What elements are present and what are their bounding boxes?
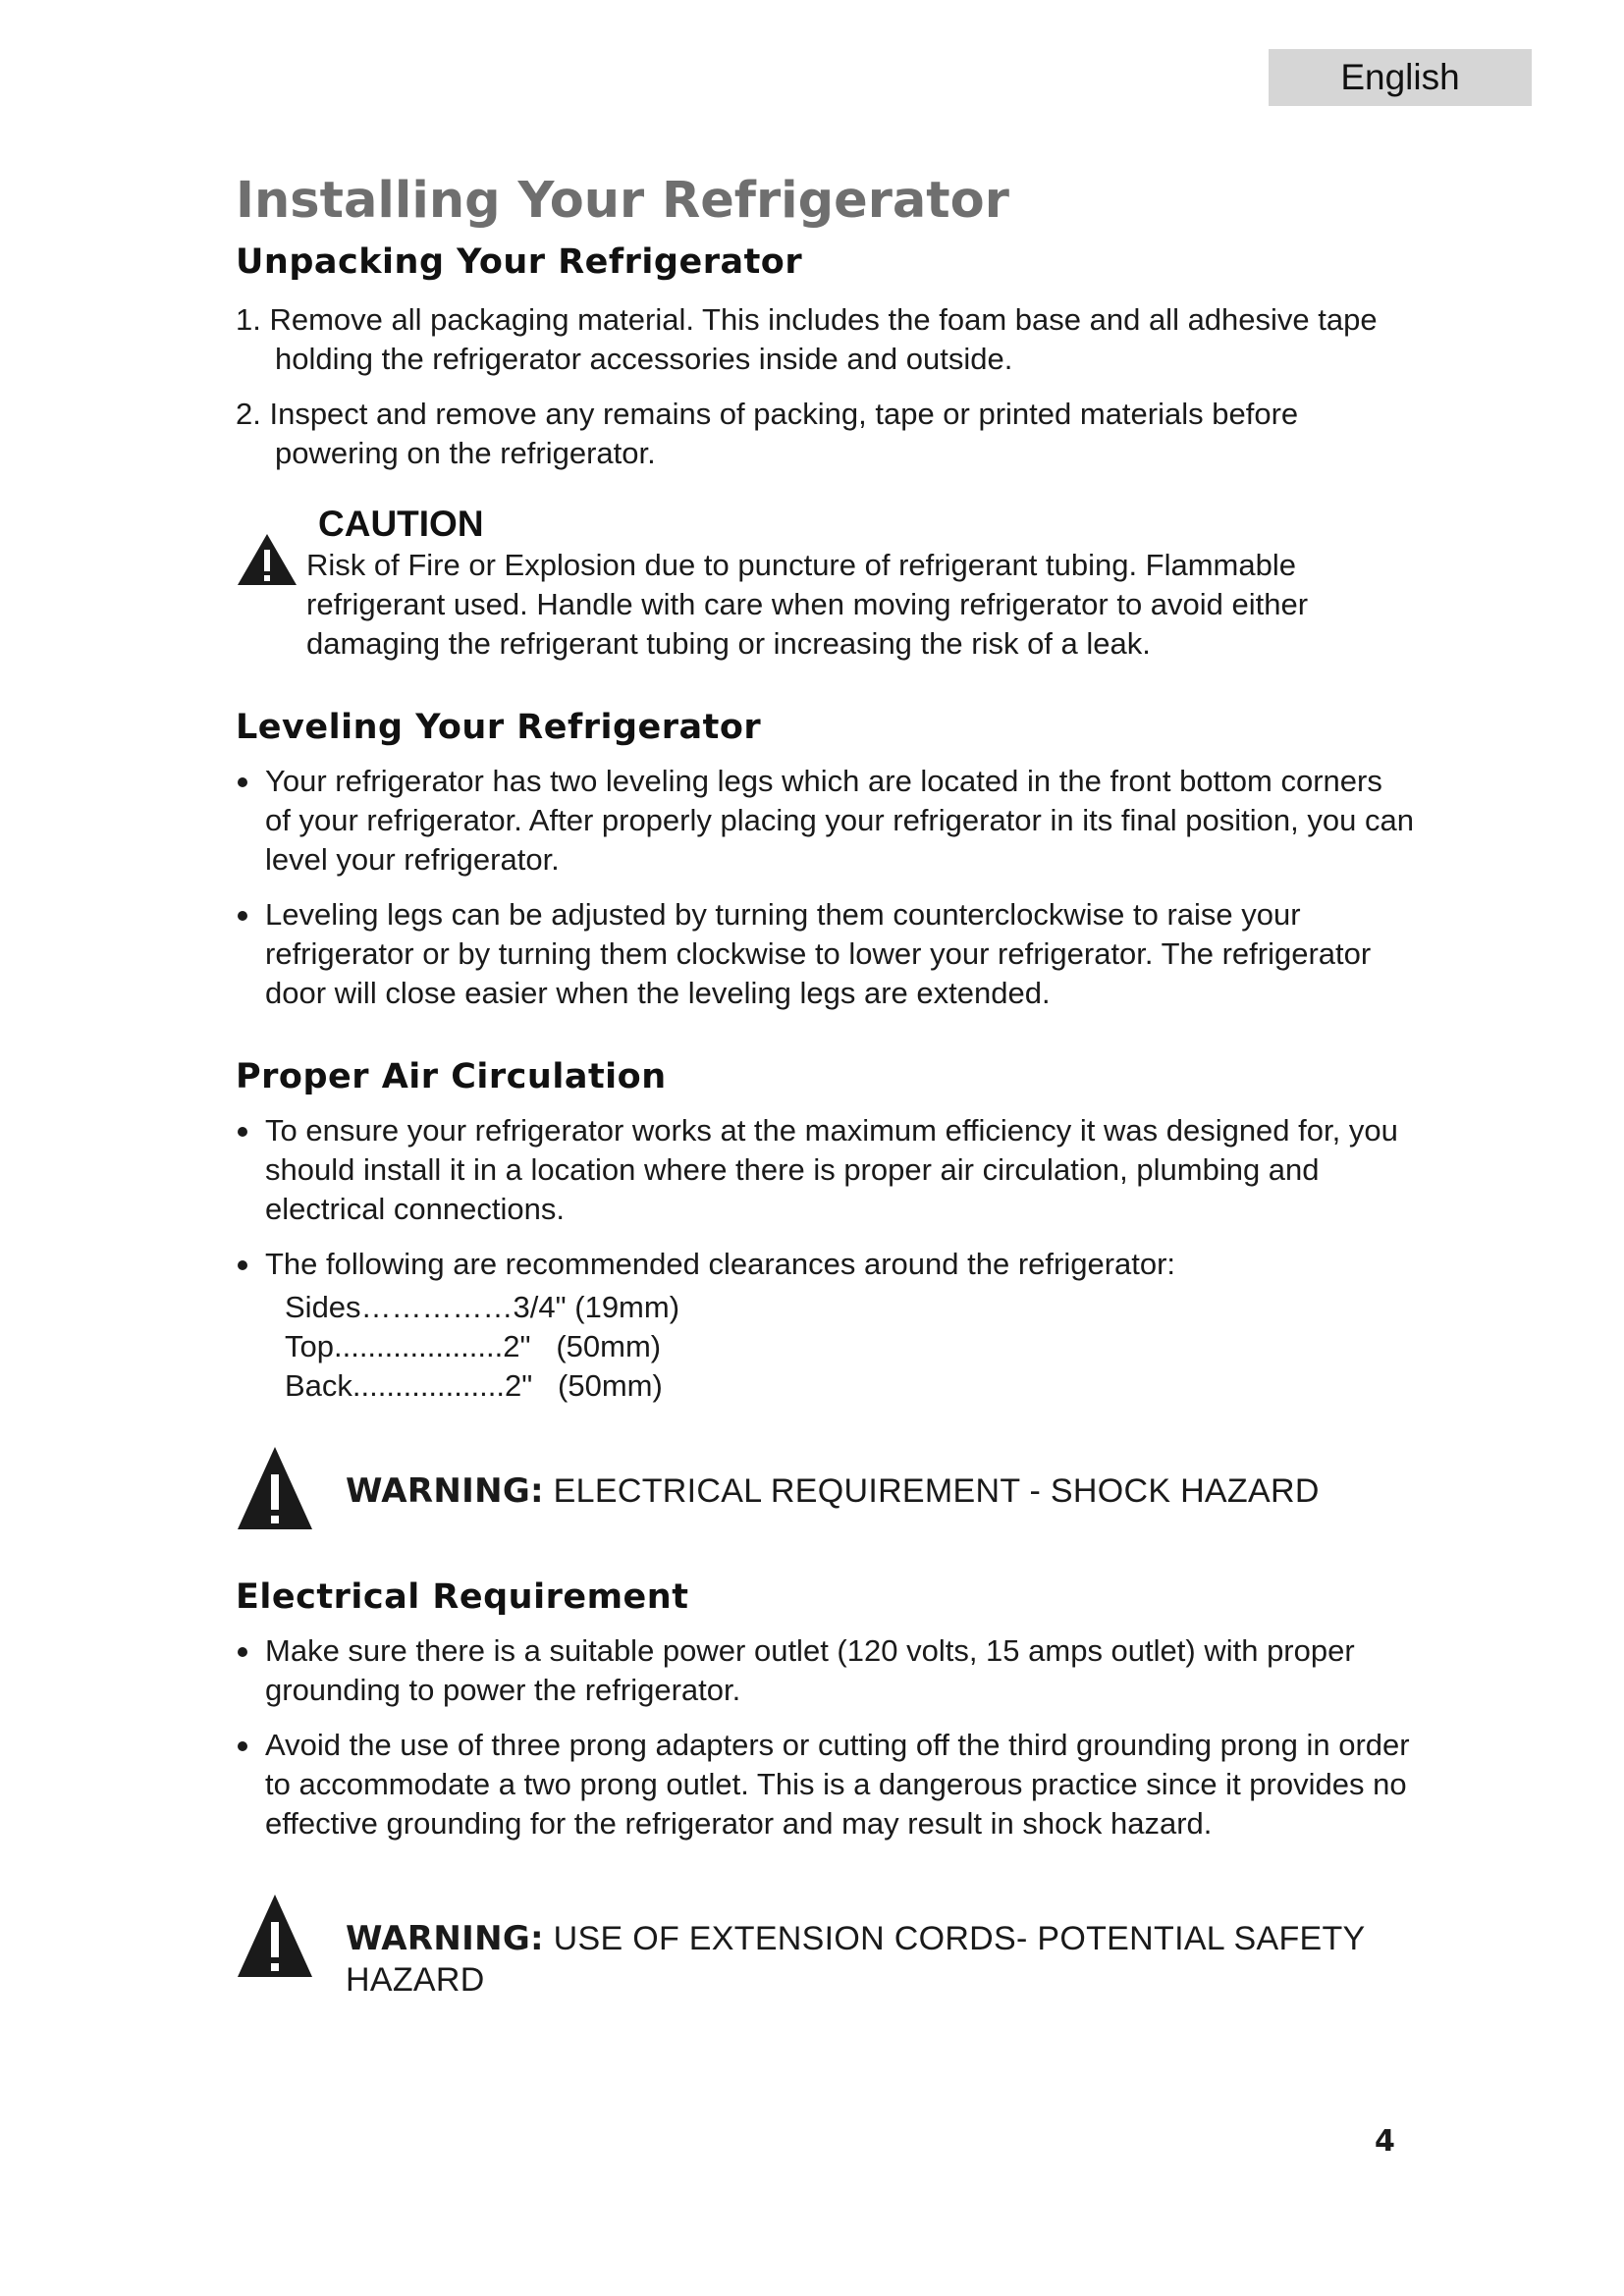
caution-box	[236, 503, 1414, 664]
warning-label: WARNING:	[346, 1471, 544, 1511]
warning-triangle-icon	[236, 1445, 314, 1531]
list-item: Your refrigerator has two leveling legs which are located in the front bottom corners of your refrigerator. After properly placing your refrigerator in its final position, you can level your refrigerator.	[236, 762, 1414, 880]
clearance-top: Top....................2" (50mm)	[285, 1329, 662, 1363]
warning-label: WARNING:	[346, 1919, 544, 1958]
list-item: 1. Remove all packaging material. This includes the foam base and all adhesive tape holding the refrigerator accessories inside and outside.	[236, 302, 1378, 376]
clearance-back: Back..................2" (50mm)	[285, 1368, 663, 1403]
leveling-heading: Leveling Your Refrigerator	[236, 708, 762, 747]
list-item: Leveling legs can be adjusted by turning them counterclockwise to raise your refrigerator or by turning them clockwise to lower your refrigerator. The refrigerator door will close easier when the leveling legs are extended.	[236, 895, 1414, 1013]
page-title: Installing Your Refrigerator	[236, 172, 1009, 230]
warning-triangle-icon	[236, 532, 298, 587]
list-item: Make sure there is a suitable power outlet (120 volts, 15 amps outlet) with proper grounding to power the refrigerator.	[236, 1631, 1414, 1710]
list-item: The following are recommended clearances around the refrigerator:	[236, 1245, 1414, 1284]
warning-message: USE OF EXTENSION CORDS- POTENTIAL SAFETY HAZARD	[346, 1920, 1365, 1999]
warning-message: ELECTRICAL REQUIREMENT - SHOCK HAZARD	[543, 1472, 1320, 1510]
warning-triangle-icon	[236, 1893, 314, 1979]
caution-text: Risk of Fire or Explosion due to puncture of refrigerant tubing. Flammable refrigerant used. Handle with care when moving refrigerator to avoid either damaging the refrigerant tubing or increasing the risk of a leak.	[306, 548, 1309, 661]
clearance-sides: Sides……………3/4" (19mm)	[285, 1290, 680, 1324]
page-content	[236, 167, 1414, 2001]
language-tab: English	[1269, 49, 1532, 106]
page-number: 4	[1375, 2124, 1395, 2159]
clearance-list	[285, 1288, 1414, 1406]
caution-title: CAUTION	[318, 504, 484, 544]
list-item: Avoid the use of three prong adapters or cutting off the third grounding prong in order to accommodate a two prong outlet. This is a dangerous practice since it provides no effective grounding for the refrigerator and may result in shock hazard.	[236, 1726, 1414, 1843]
air-section	[236, 1052, 1414, 1406]
electrical-list	[236, 1631, 1414, 1843]
electrical-heading: Electrical Requirement	[236, 1577, 689, 1617]
unpacking-heading: Unpacking Your Refrigerator	[236, 242, 803, 282]
warning-electrical	[236, 1445, 1414, 1533]
list-item: To ensure your refrigerator works at the maximum efficiency it was designed for, you should install it in a location where there is proper air circulation, plumbing and electrical connections.	[236, 1111, 1414, 1229]
unpacking-steps	[236, 300, 1414, 473]
list-item: 2. Inspect and remove any remains of packing, tape or printed materials before powering on the refrigerator.	[236, 397, 1299, 470]
electrical-section	[236, 1573, 1414, 1843]
warning-extension-cords	[236, 1893, 1414, 2001]
warning-electrical-text	[346, 1445, 1414, 1512]
air-list	[236, 1111, 1414, 1284]
warning-extension-text	[346, 1893, 1414, 2001]
leveling-section	[236, 703, 1414, 1013]
air-heading: Proper Air Circulation	[236, 1057, 667, 1096]
leveling-list	[236, 762, 1414, 1013]
